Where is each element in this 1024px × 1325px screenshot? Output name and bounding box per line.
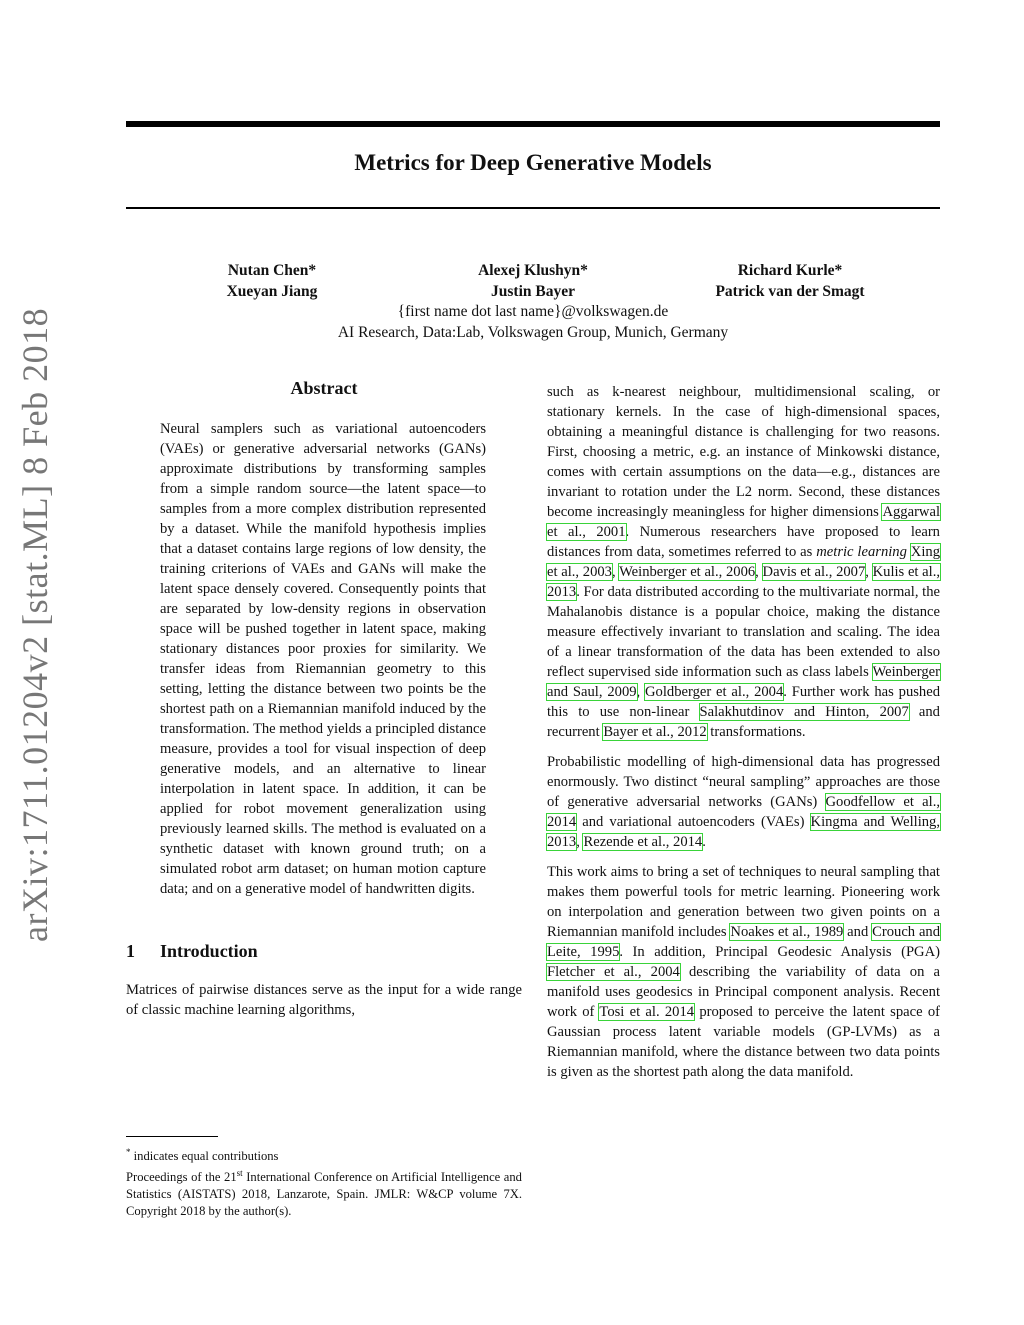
author-name: Justin Bayer <box>491 283 575 300</box>
citation-link[interactable]: Weinberger et al., 2006 <box>619 564 756 580</box>
author-name: Richard Kurle* <box>737 262 843 279</box>
abstract-body: Neural samplers such as variational autoencoders (VAEs) or generative adversarial networks (GANs) approximate distributions by transforming samples from a simple random source—the latent space—to samples from a more complex distribution represented by a dataset. While the manifold hypothesis implies that a dataset contains large regions of low density, the training criterions of VAEs and GANs will make the latent space densely covered. Consequently points that are separated by low-density regions in observation space will be pushed together in latent space, making stationary distances poor proxies for similarity. We transfer ideas from Riemannian geometry to this setting, letting the distance between two points be the shortest path on a Riemannian manifold induced by the transformation. The method yields a principled distance measure, provides a tool for visual inspection of deep generative models, and an alternative to linear interpolation in latent space. In addition, it can be applied for robot movement generalization using previously learned skills. The method is evaluated on a synthetic dataset with known ground truth; on a simulated robot arm dataset; on human motion capture data; and on a generative model of handwritten digits. <box>160 421 486 897</box>
citation-link[interactable]: Fletcher et al., 2004 <box>547 964 680 980</box>
citation-link[interactable]: Weinberger and Saul, 2009 <box>547 664 940 700</box>
citation-link[interactable]: Noakes et al., 1989 <box>730 924 844 940</box>
citation-link[interactable]: Crouch and Leite, 1995 <box>547 924 941 960</box>
paragraph: This work aims to bring a set of techniques to neural sampling that makes them powerful tools for metric learning. Pioneering work on interpolation and generation between two given points on a Riemannian manifold includes Noakes et al., 1989 and Crouch and Leite, 1995. In addition, Principal Geodesic Analysis (PGA) Fletcher et al., 2004 describing the variability of data on a manifold uses geodesics in Principal component analysis. Recent work of Tosi et al. 2014 proposed to perceive the latent space of Gaussian process latent variable models (GP-LVMs) as a Riemannian manifold, where the distance between two data points is given as the shortest path along the data manifold. <box>547 864 941 1080</box>
citation-link[interactable]: Xing et al., 2003 <box>547 544 940 580</box>
citation-link[interactable]: Aggarwal et al., 2001 <box>547 504 940 540</box>
citation-link[interactable]: Bayer et al., 2012 <box>603 724 707 740</box>
citation-link[interactable]: Rezende et al., 2014 <box>583 834 703 850</box>
footnote-mark: * <box>126 1147 131 1157</box>
author-affiliation: AI Research, Data:Lab, Volkswagen Group, Munich, Germany <box>337 324 729 341</box>
citation-link[interactable]: Kingma and Welling, 2013 <box>547 814 940 850</box>
footnote-equal-contribution: * indicates equal contributions <box>126 1147 279 1164</box>
paper-title: Metrics for Deep Generative Models <box>354 150 712 175</box>
citation-link[interactable]: Kulis et al., 2013 <box>547 564 941 600</box>
title-rule-top <box>126 121 940 127</box>
author-name: Patrick van der Smagt <box>715 283 865 300</box>
introduction-text: Matrices of pairwise distances serve as the input for a wide range of classic machine learning algorithms, <box>126 982 522 1018</box>
right-column <box>547 382 940 1092</box>
section-number: 1 <box>126 941 135 961</box>
footnote-rule <box>126 1136 218 1137</box>
citation-link[interactable]: Davis et al., 2007 <box>762 564 866 580</box>
citation-link[interactable]: Salakhutdinov and Hinton, 2007 <box>699 704 909 720</box>
author-name: Xueyan Jiang <box>226 283 318 300</box>
author-email: {first name dot last name}@volkswagen.de <box>397 303 669 320</box>
left-column <box>126 378 522 1020</box>
author-name: Nutan Chen* <box>227 262 317 279</box>
arxiv-stamp: arXiv:1711.01204v2 [stat.ML] 8 Feb 2018 <box>15 307 55 942</box>
author-name: Alexej Klushyn* <box>478 262 588 279</box>
citation-link[interactable]: Tosi et al. 2014 <box>599 1004 695 1020</box>
abstract-heading: Abstract <box>290 378 358 398</box>
citation-link[interactable]: Goodfellow et al., 2014 <box>547 794 940 830</box>
footnote-proceedings: Proceedings of the 21st International Conference on Artificial Intelligence and Statistics (AISTATS) 2018, Lanzarote, Spain. JMLR: W&CP volume 7X. Copyright 2018 by the author(s). <box>126 1168 522 1219</box>
citation-link[interactable]: Goldberger et al., 2004 <box>645 684 784 700</box>
footnotes <box>126 1144 522 1220</box>
section-heading-introduction <box>126 941 522 962</box>
section-title: Introduction <box>160 941 258 961</box>
paragraph: Probabilistic modelling of high-dimensional data has progressed enormously. Two distinct “neural sampling” approaches are those of generative adversarial networks (GANs) Goodfellow et al., 2014 and variational autoencoders (VAEs) Kingma and Welling, 2013, Rezende et al., 2014. <box>547 754 940 850</box>
title-rule-bottom <box>126 207 940 209</box>
paragraph: such as k-nearest neighbour, multidimensional scaling, or stationary kernels. In the case of high-dimensional spaces, obtaining a meaningful distance is challenging for two reasons. First, choosing a metric, e.g. an instance of Minkowski distance, comes with certain assumptions on the data—e.g., distances are invariant to rotation under the L2 norm. Second, these distances become increasingly meaningless for higher dimensions Aggarwal et al., 2001. Numerous researchers have proposed to learn distances from data, sometimes referred to as metric learning Xing et al., 2003, Weinberger et al., 2006, Davis et al., 2007, Kulis et al., 2013. For data distributed according to the multivariate normal, the Mahalanobis distance is a popular choice, making the distance measure effectively invariant to translation and scaling. The idea of a linear transformation of the data has been extended to also reflect supervised side information such as class labels Weinberger and Saul, 2009, Goldberger et al., 2004. Further work has pushed this to use non-linear Salakhutdinov and Hinton, 2007 and recurrent Bayer et al., 2012 transformations. <box>547 384 941 740</box>
